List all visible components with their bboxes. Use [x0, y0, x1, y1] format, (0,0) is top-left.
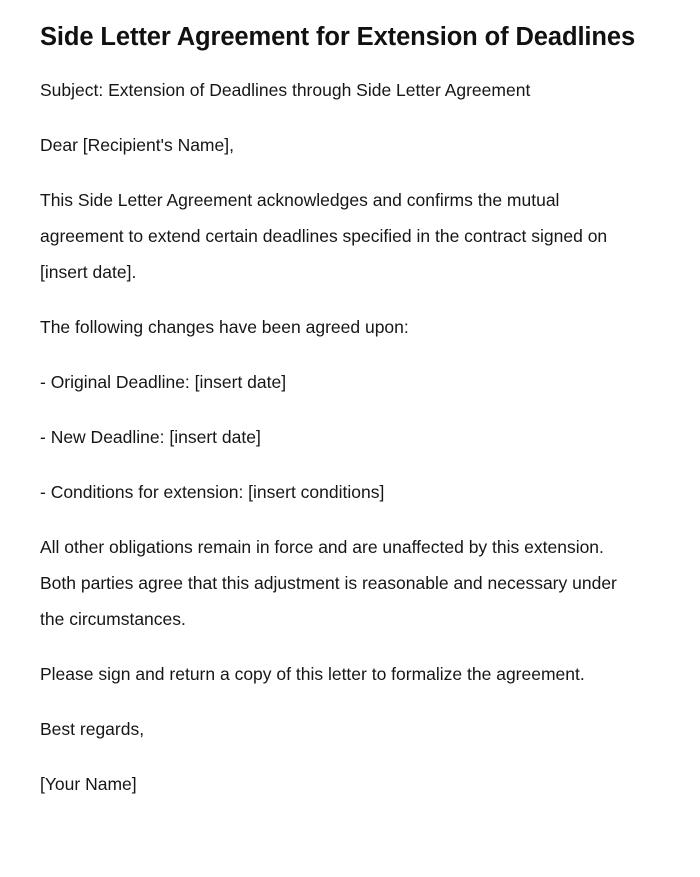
intro-paragraph: This Side Letter Agreement acknowledges and confirms the mutual agreement to extend certain deadlines specified in the contract signed on [insert date].: [40, 189, 608, 282]
signature-name: [Your Name]: [40, 773, 137, 794]
signature-request-paragraph: Please sign and return a copy of this letter to formalize the agreement.: [40, 663, 585, 684]
conditions-item: - Conditions for extension: [insert conditions]: [40, 481, 385, 502]
changes-lead-in: The following changes have been agreed upon:: [40, 316, 409, 337]
page-title: Side Letter Agreement for Extension of Deadlines: [40, 23, 636, 51]
obligations-paragraph: All other obligations remain in force and are unaffected by this extension. Both parties agree that this adjustment is reasonable and necessary under the circumstances.: [40, 536, 617, 629]
original-deadline-item: - Original Deadline: [insert date]: [40, 371, 287, 392]
subject-line: Subject: Extension of Deadlines through Side Letter Agreement: [40, 79, 531, 100]
salutation: Dear [Recipient's Name],: [40, 134, 234, 155]
new-deadline-item: - New Deadline: [insert date]: [40, 426, 261, 447]
closing: Best regards,: [40, 718, 145, 739]
